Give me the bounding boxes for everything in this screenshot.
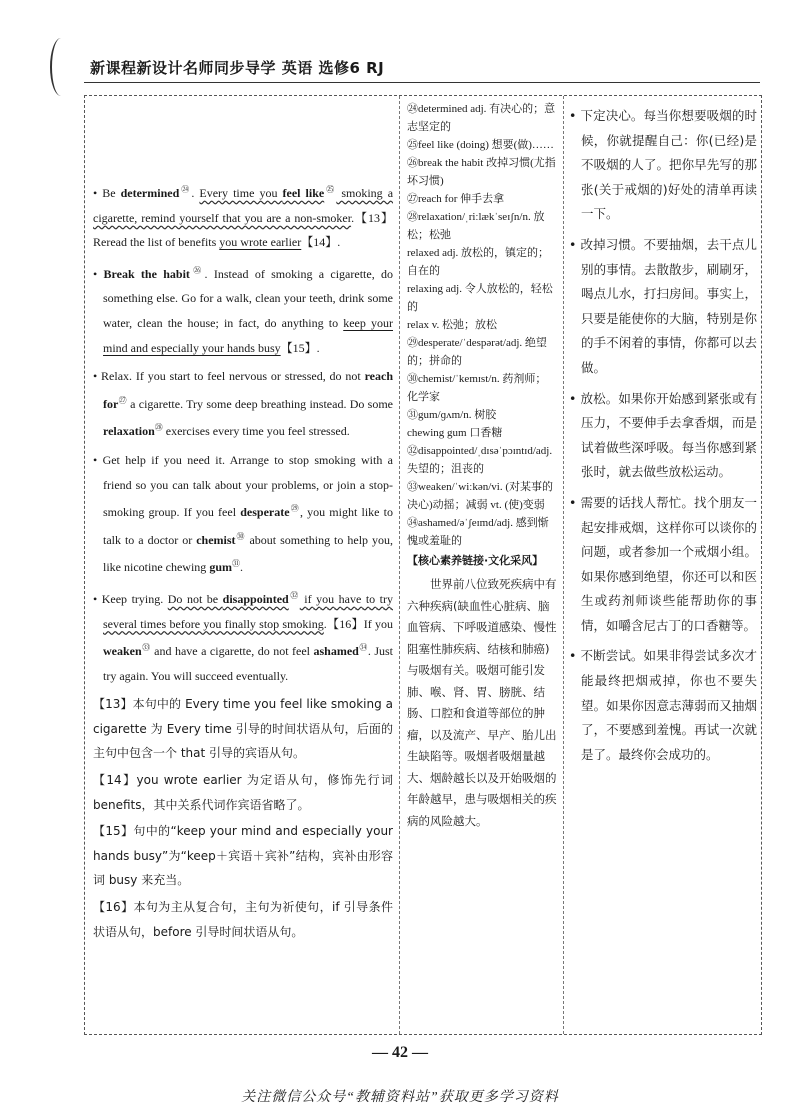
grammar-note-16: 【16】本句为主从复合句，主句为祈使句，if 引导条件状语从句，before 引导时间状语从句。: [93, 900, 393, 939]
note-marker: ㉜: [288, 590, 300, 600]
text: a cigarette. Try some deep breathing instead. Do some: [126, 396, 393, 411]
book-title: 新课程新设计名师同步导学 英语 选修6 RJ: [90, 59, 385, 77]
text: and have a cigarette, do not feel: [150, 644, 314, 659]
note-marker: ㉚: [235, 531, 246, 541]
text: .【13】Reread the list of benefits: [93, 210, 393, 250]
note-marker: ㉝: [141, 643, 151, 653]
wavy-underlined-text: Do not be: [167, 591, 223, 606]
vocab-item: relaxing adj. 令人放松的，轻松的: [407, 283, 553, 313]
text: .【16】If you: [323, 616, 393, 631]
note-marker: ㉘: [154, 423, 163, 433]
english-body: [93, 178, 393, 946]
page-number: — 42 —: [372, 1044, 428, 1061]
text: exercises every time you feel stressed.: [162, 424, 350, 439]
grammar-note-15: 【15】句中的“keep your mind and especially your hands busy”为“keep＋宾语＋宾补”结构，宾补由形容词 busy 来充当。: [93, 824, 393, 888]
key-word: weaken: [103, 644, 142, 659]
key-word: chemist: [196, 532, 236, 547]
key-word: disappointed: [222, 591, 289, 606]
note-marker: ㉔: [179, 185, 192, 194]
note-marker: ㉙: [289, 504, 300, 514]
column-divider: [399, 96, 400, 1034]
english-paragraph-2: [93, 259, 393, 360]
text: 【15】.: [280, 340, 320, 355]
wavy-underlined-text: if you have to try several times before you finally stop smoking: [103, 591, 393, 631]
vocab-item: ㉕feel like (doing) 想要(做)……: [407, 139, 554, 151]
translation-paragraph: • 放松。如果你开始感到紧张或有压力，不要伸手去拿香烟，而是试着做些深呼吸。每当你感到紧张时，就去做些放松运动。: [569, 387, 757, 485]
key-word: gum: [209, 560, 232, 575]
translation-paragraph: • 需要的话找人帮忙。找个朋友一起安排戒烟，这样你可以谈你的问题，或者参加一个戒烟小组。如果你感到绝望，你还可以和医生或药剂师谈些能帮助你的事情，如嚼含尼古丁的口香糖等。: [569, 491, 757, 639]
vocab-item: ㉘relaxation/ˌriːlækˈseɪʃn/n. 放松；松弛: [407, 211, 545, 241]
text: .: [239, 560, 243, 575]
vocab-item: ㉙desperate/ˈdespərət/adj. 绝望的；拼命的: [407, 337, 547, 367]
key-word: Break the habit: [103, 266, 190, 281]
note-marker: ㉞: [358, 643, 368, 653]
key-word: determined: [120, 186, 180, 200]
vocab-item: ㉛gum/ɡʌm/n. 树胶: [407, 409, 497, 421]
text: , you might like to talk to a doctor or: [103, 505, 393, 547]
underlined-text: keep your mind and especially your hands busy: [103, 315, 393, 355]
text: Relax. If you start to feel nervous or stressed, do not: [101, 369, 365, 384]
text: . Just try again. You will succeed eventually.: [103, 644, 393, 683]
english-column: [93, 96, 393, 1034]
culture-section-heading: 【核心素养链接·文化采风】: [407, 554, 544, 567]
english-paragraph-3: [93, 364, 393, 444]
translation-paragraph: • 不断尝试。如果非得尝试多次才能最终把烟戒掉，你也不要失望。如果你因意志薄弱而又抽烟了，不要感到羞愧。再试一次就是了。最终你会成功的。: [569, 644, 757, 767]
underlined-text: you wrote earlier: [219, 235, 302, 250]
note-marker: ㉖: [189, 265, 205, 275]
key-word: feel like: [282, 186, 325, 200]
vocabulary-column: [407, 96, 557, 1034]
key-word: ashamed: [313, 644, 359, 659]
culture-paragraph: 世界前八位致死疾病中有六种疾病(缺血性心脏病、脑血管病、下呼吸道感染、慢性阻塞性肺疾病、结核和肺癌)与吸烟有关。吸烟可能引发肺、喉、肾、胃、膀胱、结肠、口腔和食道等部位的肿瘤，以及流产、早产、胎儿出生缺陷等。吸烟者吸烟量越大、烟龄越长以及开始吸烟的年龄越早，患与吸烟相关的疾病的风险越大。: [407, 577, 557, 828]
vocab-item: relaxed adj. 放松的，镇定的；自在的: [407, 247, 550, 277]
vocab-item: ㉞ashamed/əˈʃeɪmd/adj. 感到惭愧或羞耻的: [407, 517, 549, 547]
wavy-underlined-text: smoking a cigarette, remind yourself that you are a non-smoker: [93, 186, 393, 225]
vocab-item: ㉗reach for 伸手去拿: [407, 193, 505, 205]
translation-paragraph: • 下定决心。每当你想要吸烟的时候，你就提醒自己：你(已经)是不吸烟的人了。把你早先写的那张(关于戒烟的)好处的清单再读一下。: [569, 104, 757, 227]
text: Keep trying.: [101, 591, 168, 606]
wavy-underlined-text: Every time you: [199, 186, 283, 200]
header-rule: [84, 82, 760, 83]
chinese-translation-column: [569, 96, 757, 1034]
vocab-item: chewing gum 口香糖: [407, 427, 503, 439]
bullet-lead: • Be: [93, 186, 121, 200]
page-header: [60, 44, 760, 84]
note-marker: ㉛: [231, 559, 240, 569]
header-arc-ornament: [50, 38, 72, 96]
english-paragraph-1: [93, 178, 393, 255]
grammar-note-14: 【14】you wrote earlier 为定语从句，修饰先行词 benefits，其中关系代词作宾语省略了。: [93, 773, 393, 812]
text: about something to help you, like nicotine chewing: [103, 532, 393, 575]
column-divider: [563, 96, 564, 1034]
english-paragraph-5: [93, 584, 393, 688]
vocab-item: ㉖break the habit 改掉习惯(尤指坏习惯): [407, 157, 556, 187]
text: Get help if you need it. Arrange to stop smoking with a friend so you can talk about your problems, or join a stop-smoking group. If you feel: [102, 452, 393, 520]
vocab-item: ㉝weaken/ˈwiːkən/vi. (对某事的决心)动摇；减弱 vt. (使)变弱: [407, 481, 554, 511]
vocab-item: ㉜disappointed/ˌdɪsəˈpɔɪntɪd/adj. 失望的；沮丧的: [407, 445, 553, 475]
text: .: [191, 186, 200, 200]
footer-watermark-text: 关注微信公众号“教辅资料站”获取更多学习资料: [241, 1090, 559, 1105]
key-word: relaxation: [103, 424, 155, 439]
grammar-note-13: 【13】本句中的 Every time you feel like smoking a cigarette 为 Every time 引导的时间状语从句，后面的主句中包含一个 that 引导的宾语从句。: [93, 697, 393, 761]
vocab-item: relax v. 松弛；放松: [407, 319, 498, 331]
text: 【14】.: [301, 235, 341, 250]
vocab-item: ㉔determined adj. 有决心的；意志坚定的: [407, 103, 556, 133]
content-frame: [84, 95, 762, 1035]
text: . Instead of smoking a cigarette, do something else. Go for a walk, clean your teeth, drink some water, clean the house; in fact, do anything to: [103, 266, 393, 330]
english-paragraph-4: [93, 448, 393, 580]
translation-paragraph: • 改掉习惯。不要抽烟，去干点儿别的事情。去散散步，刷刷牙，喝点儿水，打扫房间。事实上，只要是能使你的大脑，特别是你的手不闲着的事情，你都可以去做。: [569, 233, 757, 381]
key-word: desperate: [240, 505, 290, 520]
key-word: reach for: [103, 369, 393, 411]
note-marker: ㉗: [118, 395, 127, 405]
note-marker: ㉕: [324, 185, 337, 194]
vocab-item: ㉚chemist/ˈkemɪst/n. 药剂师；化学家: [407, 373, 547, 403]
